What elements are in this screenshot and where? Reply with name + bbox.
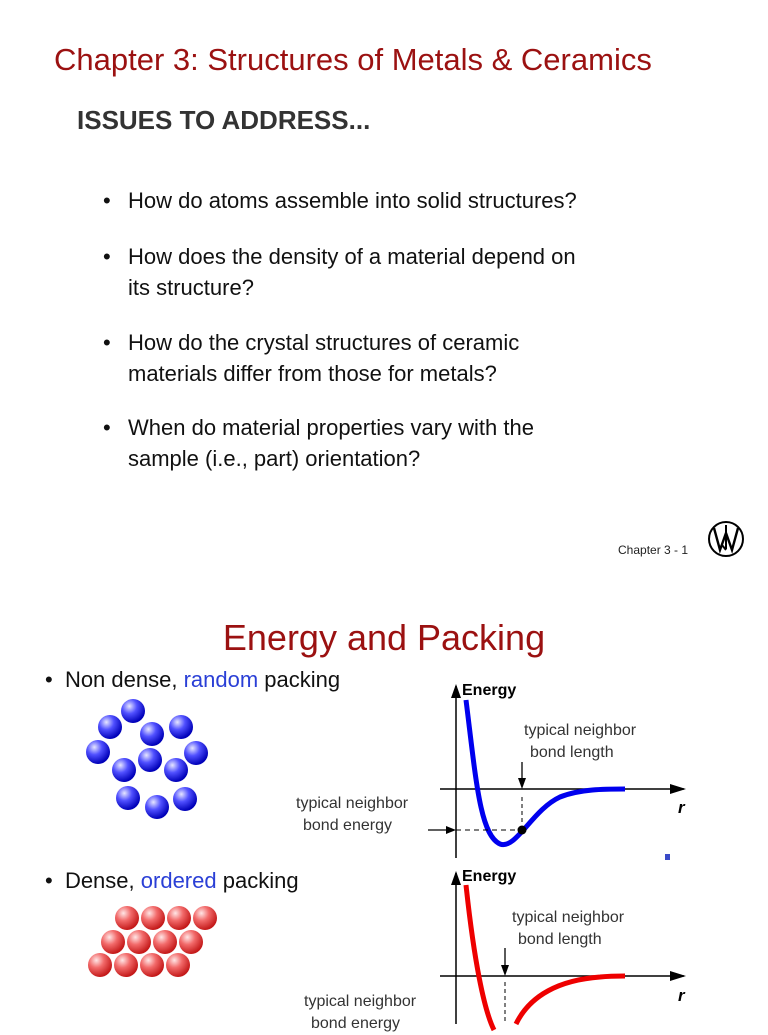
equilibrium-point [518,826,527,835]
bond-energy-line1: typical neighbor [296,795,409,812]
dense-highlight: ordered [140,868,217,893]
small-marker [665,854,670,860]
bond-length-line2: bond length [530,744,614,761]
dense-text-pre: Dense, [64,868,141,893]
slide2-title: Energy and Packing [222,617,546,658]
graph2-bond-energy-label [304,991,416,1035]
graph1-ylabel: Energy [462,682,517,699]
bullet-text: When do material properties vary with the [128,415,534,440]
bullet-text-cont: its structure? [128,275,254,300]
bond-length-line2: bond length [518,931,602,948]
bond-length-line1: typical neighbor [512,909,625,926]
bond-energy-line2: bond energy [311,1015,400,1032]
bullet-dot: • [103,330,111,355]
bullet-dot: • [103,415,111,440]
bullet-dot: • [45,667,53,692]
bullet-dot: • [103,188,111,213]
bullet-text: How does the density of a material depend on [128,244,576,269]
slide1-title: Chapter 3: Structures of Metals & Ceramics [54,42,652,77]
bullet-text-cont: sample (i.e., part) orientation? [128,446,421,471]
bond-energy-line1: typical neighbor [304,993,417,1010]
graph1-xlabel: r [678,798,685,817]
bullet-text: How do the crystal structures of ceramic [128,330,520,355]
nondense-text-pre: Non dense, [64,667,184,692]
graph1-bond-energy-label [296,793,408,837]
graph2-ylabel: Energy [462,868,517,885]
nondense-text-post: packing [258,667,341,692]
nondense-highlight: random [183,667,259,692]
bullet-dot: • [45,868,53,893]
dense-text-post: packing [216,868,299,893]
bond-energy-line2: bond energy [303,817,392,834]
graph2-xlabel: r [678,986,685,1005]
issues-heading: ISSUES TO ADDRESS... [77,105,371,135]
graph2-bond-length-label [512,907,624,951]
graph1-bond-length-label [524,720,636,764]
slide-footer: Chapter 3 - 1 [618,543,689,557]
bullet-dot: • [103,244,111,269]
bullet-text-cont: materials differ from those for metals? [128,361,497,386]
bond-length-line1: typical neighbor [524,722,637,739]
bullet-text: How do atoms assemble into solid structures? [128,188,577,213]
